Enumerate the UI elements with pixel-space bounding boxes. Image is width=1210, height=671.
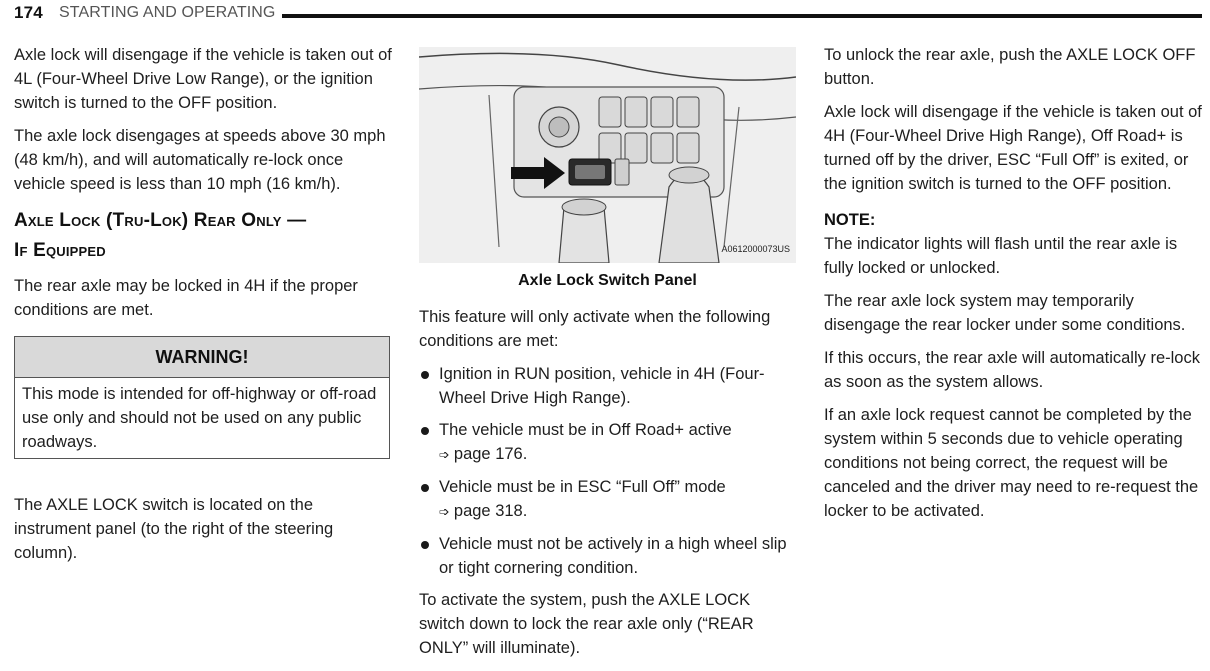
warning-title: WARNING! [15,337,389,378]
warning-text: This mode is intended for off-highway or off-road use only and should not be used on any public roadways. [22,385,377,451]
paragraph-switch-location: The AXLE LOCK switch is located on the instrument panel (to the right of the steering column). [14,496,334,562]
page-number: 174 [14,3,43,22]
list-item [419,532,799,580]
paragraph-activate: To activate the system, push the AXLE LOCK switch down to lock the rear axle only (“REAR ONLY” will illuminate). [419,591,754,657]
xref-link[interactable]: page 176. [453,445,528,463]
note-label: NOTE: [824,211,876,229]
paragraph-temporary-disengage: The rear axle lock system may temporarily disengage the rear locker under some conditions. [824,292,1186,334]
list-item [419,475,799,524]
column-right [824,43,1204,532]
bullet-icon [421,371,429,379]
paragraph-disengage-4l: Axle lock will disengage if the vehicle is taken out of 4L (Four-Wheel Drive Low Range), or the ignition switch is turned to the OFF position. [14,46,392,112]
paragraph-indicator: The indicator lights will flash until the rear axle is fully locked or unlocked. [824,235,1178,277]
bullet-icon [421,541,429,549]
paragraph-4h-conditions: The rear axle may be locked in 4H if the proper conditions are met. [14,277,358,319]
heading-line-1: Axle Lock (Tru-Lok) Rear Only — [14,210,307,231]
paragraph-disengage-4h: Axle lock will disengage if the vehicle is taken out of 4H (Four-Wheel Drive High Range), Off Road+ is turned off by the driver, ESC “Full Off” is exited, or the ignition switch is turned to the OFF position. [824,103,1202,193]
paragraph-speed: The axle lock disengages at speeds above 30 mph (48 km/h), and will automatically re-lock once vehicle speed is less than 10 mph (16 km/h). [14,127,386,193]
figure-code: A0612000073US [721,244,790,254]
warning-box [14,336,390,459]
list-item-text: Vehicle must not be actively in a high wheel slip or tight cornering condition. [439,535,787,577]
xref-link[interactable]: page 318. [453,502,528,520]
list-item-text: The vehicle must be in Off Road+ active [439,421,732,439]
list-item [419,418,799,467]
paragraph-conditions-intro: This feature will only activate when the following conditions are met: [419,308,771,350]
paragraph-relock: If this occurs, the rear axle will automatically re-lock as soon as the system allows. [824,349,1200,391]
page-header [14,3,1202,25]
section-heading [14,206,394,266]
list-item-text: Vehicle must be in ESC “Full Off” mode [439,478,726,496]
column-middle [419,47,799,669]
paragraph-unlock: To unlock the rear axle, push the AXLE LOCK OFF button. [824,46,1196,88]
header-rule [282,14,1202,18]
section-title: STARTING AND OPERATING [59,4,276,21]
list-item [419,362,799,410]
switch-panel-illustration [419,47,796,263]
list-item-text: Ignition in RUN position, vehicle in 4H (Four-Wheel Drive High Range). [439,365,765,407]
xref-arrow-icon: ➩ [439,447,450,462]
figure-caption: Axle Lock Switch Panel [518,272,697,289]
xref-arrow-icon: ➩ [439,504,450,519]
bullet-icon [421,427,429,435]
axle-lock-switch-figure [419,47,796,263]
bullet-icon [421,484,429,492]
paragraph-request-timeout: If an axle lock request cannot be completed by the system within 5 seconds due to vehicle operating conditions not being correct, the request will be canceled and the driver may need to re-request the locker to be activated. [824,406,1199,520]
conditions-list [419,362,799,580]
column-left [14,43,394,574]
heading-line-2: If Equipped [14,240,106,261]
